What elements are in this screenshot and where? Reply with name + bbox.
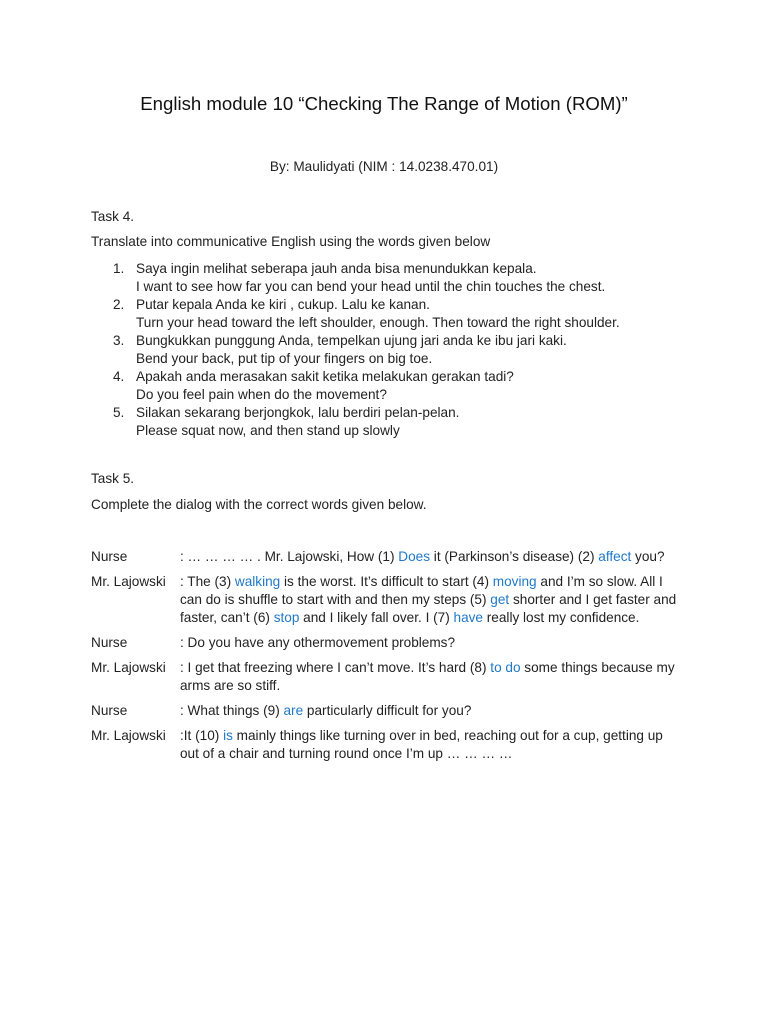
- dialog-text: : Do you have any othermovement problems?: [180, 635, 456, 650]
- source-sentence: Apakah anda merasakan sakit ketika melakukan gerakan tadi?: [136, 369, 514, 384]
- dialog-line: [180, 573, 680, 627]
- task5-heading: Task 5.: [91, 471, 135, 486]
- dialog-text: and I’m so slow. All I can do is shuffle to start with and then my steps (5): [180, 574, 663, 607]
- answer-word: Does: [398, 549, 431, 564]
- dialog-text: you?: [631, 549, 665, 564]
- dialog-text: : What things (9): [180, 703, 284, 718]
- task4-instruction: Translate into communicative English using the words given below: [91, 234, 491, 249]
- dialog-speaker: Nurse: [91, 703, 128, 718]
- answer-word: have: [453, 610, 483, 625]
- dialog-line: [180, 659, 680, 695]
- task5-instruction: Complete the dialog with the correct words given below.: [91, 497, 427, 512]
- list-item: [91, 260, 711, 296]
- translation-sentence: Turn your head toward the left shoulder, enough. Then toward the right shoulder.: [136, 315, 620, 330]
- dialog-text: really lost my confidence.: [483, 610, 640, 625]
- dialog: [91, 548, 691, 770]
- translation-sentence: Bend your back, put tip of your fingers on big toe.: [136, 351, 433, 366]
- source-sentence: Saya ingin melihat seberapa jauh anda bisa menundukkan kepala.: [136, 261, 537, 276]
- dialog-text: mainly things like turning over in bed, reaching out for a cup, getting up out of a chair and turning round once I’m up … … … …: [180, 728, 663, 761]
- source-sentence: Silakan sekarang berjongkok, lalu berdiri pelan-pelan.: [136, 405, 460, 420]
- dialog-speaker: Mr. Lajowski: [91, 728, 166, 743]
- answer-word: are: [283, 703, 304, 718]
- answer-word: moving: [492, 574, 537, 589]
- dialog-row: [91, 573, 691, 627]
- list-item: [91, 332, 711, 368]
- translation-sentence: I want to see how far you can bend your head until the chin touches the chest.: [136, 279, 606, 294]
- dialog-line: [180, 727, 680, 763]
- list-number: 3.: [113, 333, 125, 348]
- dialog-row: [91, 659, 691, 695]
- dialog-text: particularly difficult for you?: [303, 703, 472, 718]
- dialog-text: it (Parkinson’s disease) (2): [430, 549, 599, 564]
- dialog-line: [180, 548, 680, 566]
- source-sentence: Putar kepala Anda ke kiri , cukup. Lalu ke kanan.: [136, 297, 430, 312]
- list-number: 5.: [113, 405, 125, 420]
- answer-word: get: [490, 592, 510, 607]
- dialog-text: is the worst. It’s difficult to start (4): [280, 574, 493, 589]
- list-number: 2.: [113, 297, 125, 312]
- answer-word: stop: [273, 610, 300, 625]
- page-title: English module 10 “Checking The Range of Motion (ROM)”: [140, 93, 628, 114]
- answer-word: is: [223, 728, 233, 743]
- source-sentence: Bungkukkan punggung Anda, tempelkan ujung jari anda ke ibu jari kaki.: [136, 333, 567, 348]
- dialog-text: : The (3): [180, 574, 235, 589]
- translation-list: [91, 260, 711, 440]
- dialog-text: some things because my arms are so stiff.: [180, 660, 675, 693]
- author-byline: By: Maulidyati (NIM : 14.0238.470.01): [269, 159, 499, 174]
- dialog-row: [91, 702, 691, 720]
- dialog-row: [91, 548, 691, 566]
- dialog-line: [180, 702, 680, 720]
- dialog-speaker: Mr. Lajowski: [91, 660, 166, 675]
- list-number: 1.: [113, 261, 125, 276]
- dialog-speaker: Nurse: [91, 549, 128, 564]
- dialog-text: : I get that freezing where I can’t move. It’s hard (8): [180, 660, 491, 675]
- translation-sentence: Please squat now, and then stand up slowly: [136, 423, 400, 438]
- dialog-speaker: Mr. Lajowski: [91, 574, 166, 589]
- dialog-speaker: Nurse: [91, 635, 128, 650]
- dialog-row: [91, 727, 691, 763]
- dialog-text: : … … … … . Mr. Lajowski, How (1): [180, 549, 399, 564]
- answer-word: to do: [490, 660, 521, 675]
- answer-word: affect: [598, 549, 632, 564]
- list-number: 4.: [113, 369, 125, 384]
- dialog-text: shorter and I get faster and faster, can’t (6): [180, 592, 677, 625]
- answer-word: walking: [234, 574, 281, 589]
- list-item: [91, 296, 711, 332]
- dialog-text: :It (10): [180, 728, 224, 743]
- dialog-line: [180, 634, 680, 652]
- list-item: [91, 404, 711, 440]
- list-item: [91, 368, 711, 404]
- translation-sentence: Do you feel pain when do the movement?: [136, 387, 387, 402]
- task4-heading: Task 4.: [91, 209, 135, 224]
- dialog-text: and I likely fall over. I (7): [299, 610, 454, 625]
- dialog-row: [91, 634, 691, 652]
